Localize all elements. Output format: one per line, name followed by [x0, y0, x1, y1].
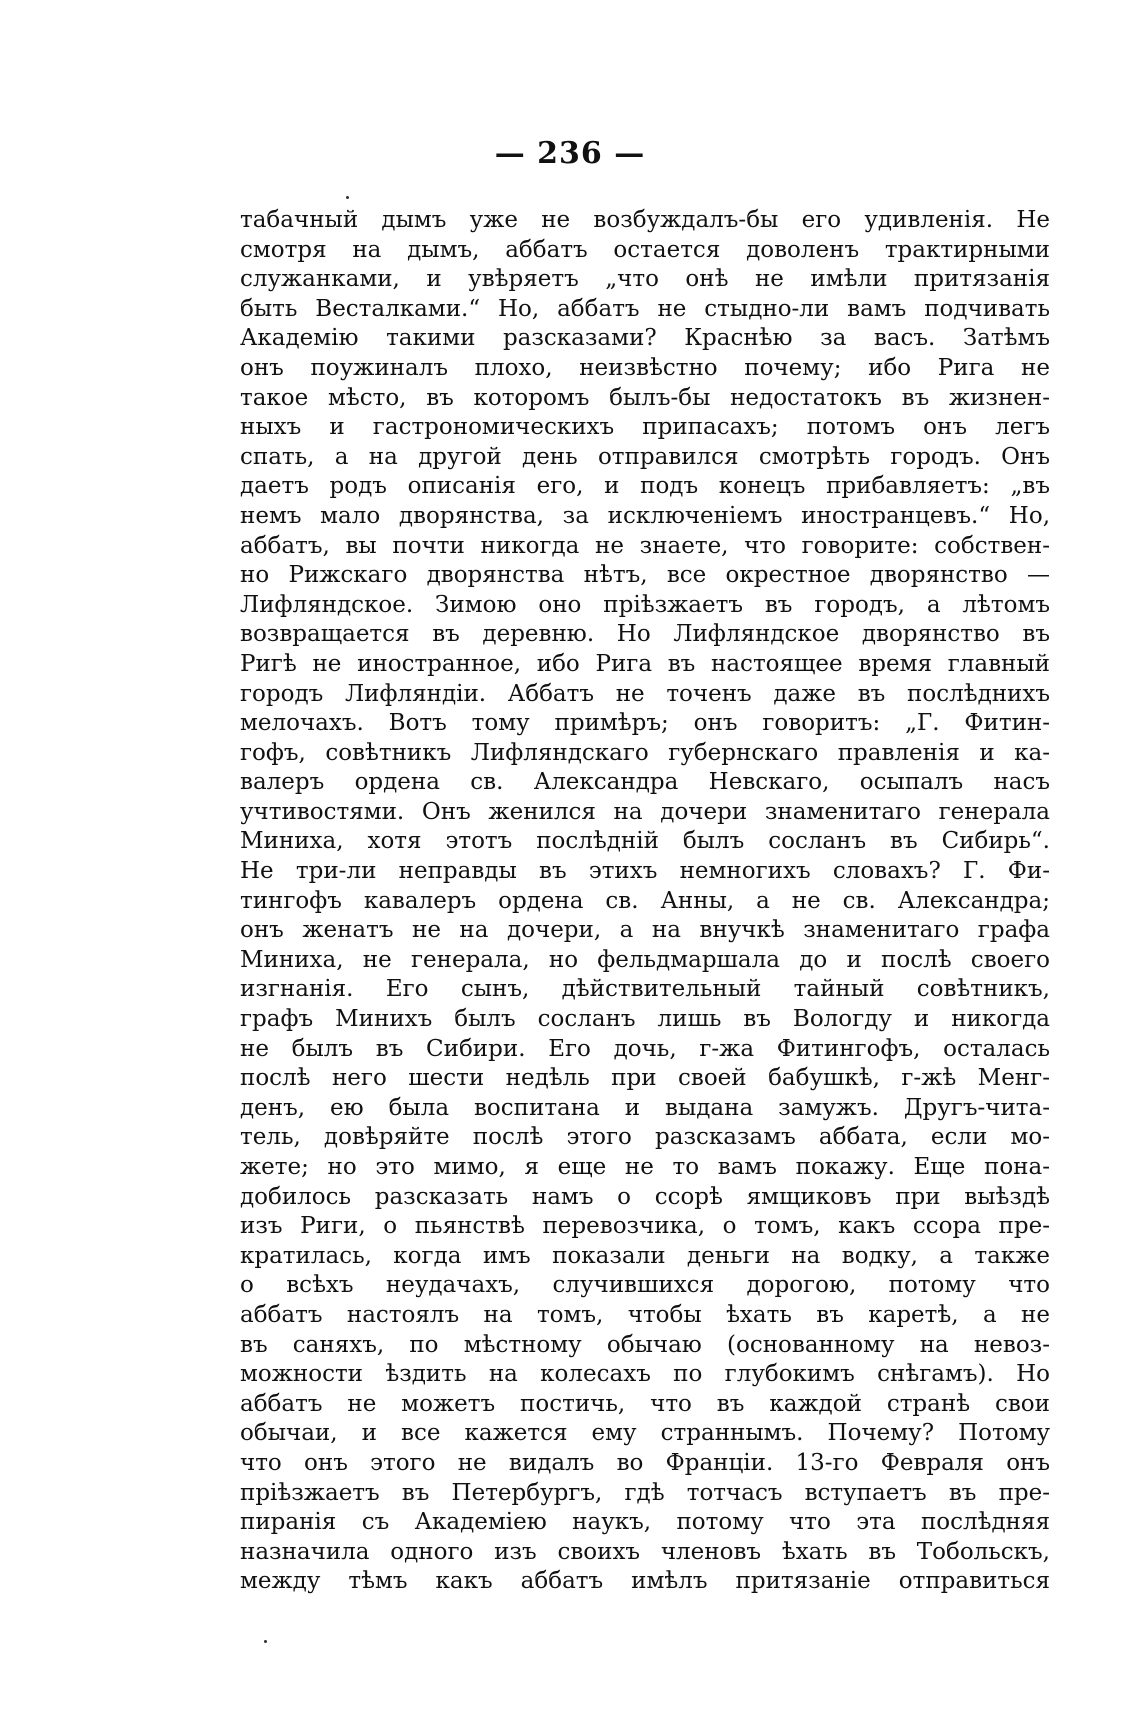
text-line: между тѣмъ какъ аббатъ имѣлъ притязаніе отправиться — [240, 1568, 1050, 1595]
text-line: Лифляндское. Зимою оно пріѣзжаетъ въ городъ, а лѣтомъ — [240, 591, 1050, 618]
text-line: денъ, ею была воспитана и выдана замужъ. Другъ-чита- — [240, 1094, 1050, 1121]
paper-speck — [264, 1640, 267, 1643]
text-line: тингофъ кавалеръ ордена св. Анны, а не св. Александра; — [240, 887, 1050, 914]
text-line: аббатъ не можетъ постичь, что въ каждой странѣ свои — [240, 1390, 1050, 1417]
text-line: изгнанія. Его сынъ, дѣйствительный тайный совѣтникъ, — [240, 976, 1050, 1003]
text-line: кратилась, когда имъ показали деньги на водку, а также — [240, 1242, 1050, 1269]
text-line: возвращается въ деревню. Но Лифляндское дворянство въ — [240, 621, 1050, 648]
text-line: послѣ него шести недѣль при своей бабушкѣ, г-жѣ Менг- — [240, 1065, 1050, 1092]
text-line: но Рижскаго дворянства нѣтъ, все окрестное дворянство — — [240, 562, 1050, 589]
text-line: не былъ въ Сибири. Его дочь, г-жа Фитингофъ, осталась — [240, 1035, 1050, 1062]
text-line: валеръ ордена св. Александра Невскаго, осыпалъ насъ — [240, 769, 1050, 796]
text-line: что онъ этого не видалъ во Франціи. 13-го Февраля онъ — [240, 1449, 1050, 1476]
paper-speck — [346, 196, 349, 199]
text-line: Академію такими разсказами? Краснѣю за васъ. Затѣмъ — [240, 325, 1050, 352]
text-line: учтивостями. Онъ женился на дочери знаменитаго генерала — [240, 798, 1050, 825]
text-line: Ригѣ не иностранное, ибо Рига въ настоящее время главный — [240, 650, 1050, 677]
text-line: служанками, и увѣряетъ „что онѣ не имѣли притязанія — [240, 266, 1050, 293]
page-number: — 236 — — [494, 136, 646, 171]
text-line: въ саняхъ, по мѣстному обычаю (основанному на невоз- — [240, 1331, 1050, 1358]
text-line: добилось разсказать намъ о ссорѣ ямщиковъ при выѣздѣ — [240, 1183, 1050, 1210]
text-line: ныхъ и гастрономическихъ припасахъ; потомъ онъ легъ — [240, 414, 1050, 441]
text-line: спать, а на другой день отправился смотрѣть городъ. Онъ — [240, 443, 1050, 470]
text-line: изъ Риги, о пьянствѣ перевозчика, о томъ, какъ ссора пре- — [240, 1213, 1050, 1240]
text-line: немъ мало дворянства, за исключеніемъ иностранцевъ.“ Но, — [240, 502, 1050, 529]
text-line: пріѣзжаетъ въ Петербургъ, гдѣ тотчасъ вступаетъ въ пре- — [240, 1479, 1050, 1506]
text-line: табачный дымъ уже не возбуждалъ-бы его удивленія. Не — [240, 207, 1050, 233]
text-line: онъ поужиналъ плохо, неизвѣстно почему; ибо Рига не — [240, 354, 1050, 381]
text-line: пиранія съ Академіею наукъ, потому что эта послѣдняя — [240, 1509, 1050, 1536]
text-line: аббатъ настоялъ на томъ, чтобы ѣхать въ каретѣ, а не — [240, 1301, 1050, 1328]
text-line: аббатъ, вы почти никогда не знаете, что говорите: собствен- — [240, 532, 1050, 559]
text-line: назначила одного изъ своихъ членовъ ѣхать въ Тобольскъ, — [240, 1538, 1050, 1565]
text-line: быть Весталками.“ Но, аббатъ не стыдно-ли вамъ подчивать — [240, 295, 1050, 322]
text-line: гофъ, совѣтникъ Лифляндскаго губернскаго правленія и ка- — [240, 739, 1050, 766]
text-line: тель, довѣряйте послѣ этого разсказамъ аббата, если мо- — [240, 1124, 1050, 1151]
text-line: даетъ родъ описанія его, и подъ конецъ прибавляетъ: „въ — [240, 473, 1050, 500]
text-line: Не три-ли неправды въ этихъ немногихъ словахъ? Г. Фи- — [240, 858, 1050, 885]
text-line: Миниха, не генерала, но фельдмаршала до и послѣ своего — [240, 946, 1050, 973]
text-line: жете; но это мимо, я еще не то вамъ покажу. Еще пона- — [240, 1154, 1050, 1180]
body-text — [240, 206, 1050, 1597]
text-line: обычаи, и все кажется ему страннымъ. Почему? Потому — [240, 1420, 1050, 1447]
text-line: графъ Минихъ былъ сосланъ лишь въ Вологду и никогда — [240, 1006, 1050, 1033]
text-line: смотря на дымъ, аббатъ остается доволенъ трактирными — [240, 236, 1050, 263]
text-line: мелочахъ. Вотъ тому примѣръ; онъ говоритъ: „Г. Фитин- — [240, 710, 1050, 737]
text-line: о всѣхъ неудачахъ, случившихся дорогою, потому что — [240, 1272, 1050, 1299]
text-line: можности ѣздить на колесахъ по глубокимъ снѣгамъ). Но — [240, 1361, 1050, 1388]
text-line: Миниха, хотя этотъ послѣдній былъ сосланъ въ Сибирь“. — [240, 828, 1050, 855]
text-line: онъ женатъ не на дочери, а на внучкѣ знаменитаго графа — [240, 917, 1050, 944]
text-line: такое мѣсто, въ которомъ былъ-бы недостатокъ въ жизнен- — [240, 384, 1050, 411]
text-line: городъ Лифляндіи. Аббатъ не точенъ даже въ послѣднихъ — [240, 680, 1050, 707]
